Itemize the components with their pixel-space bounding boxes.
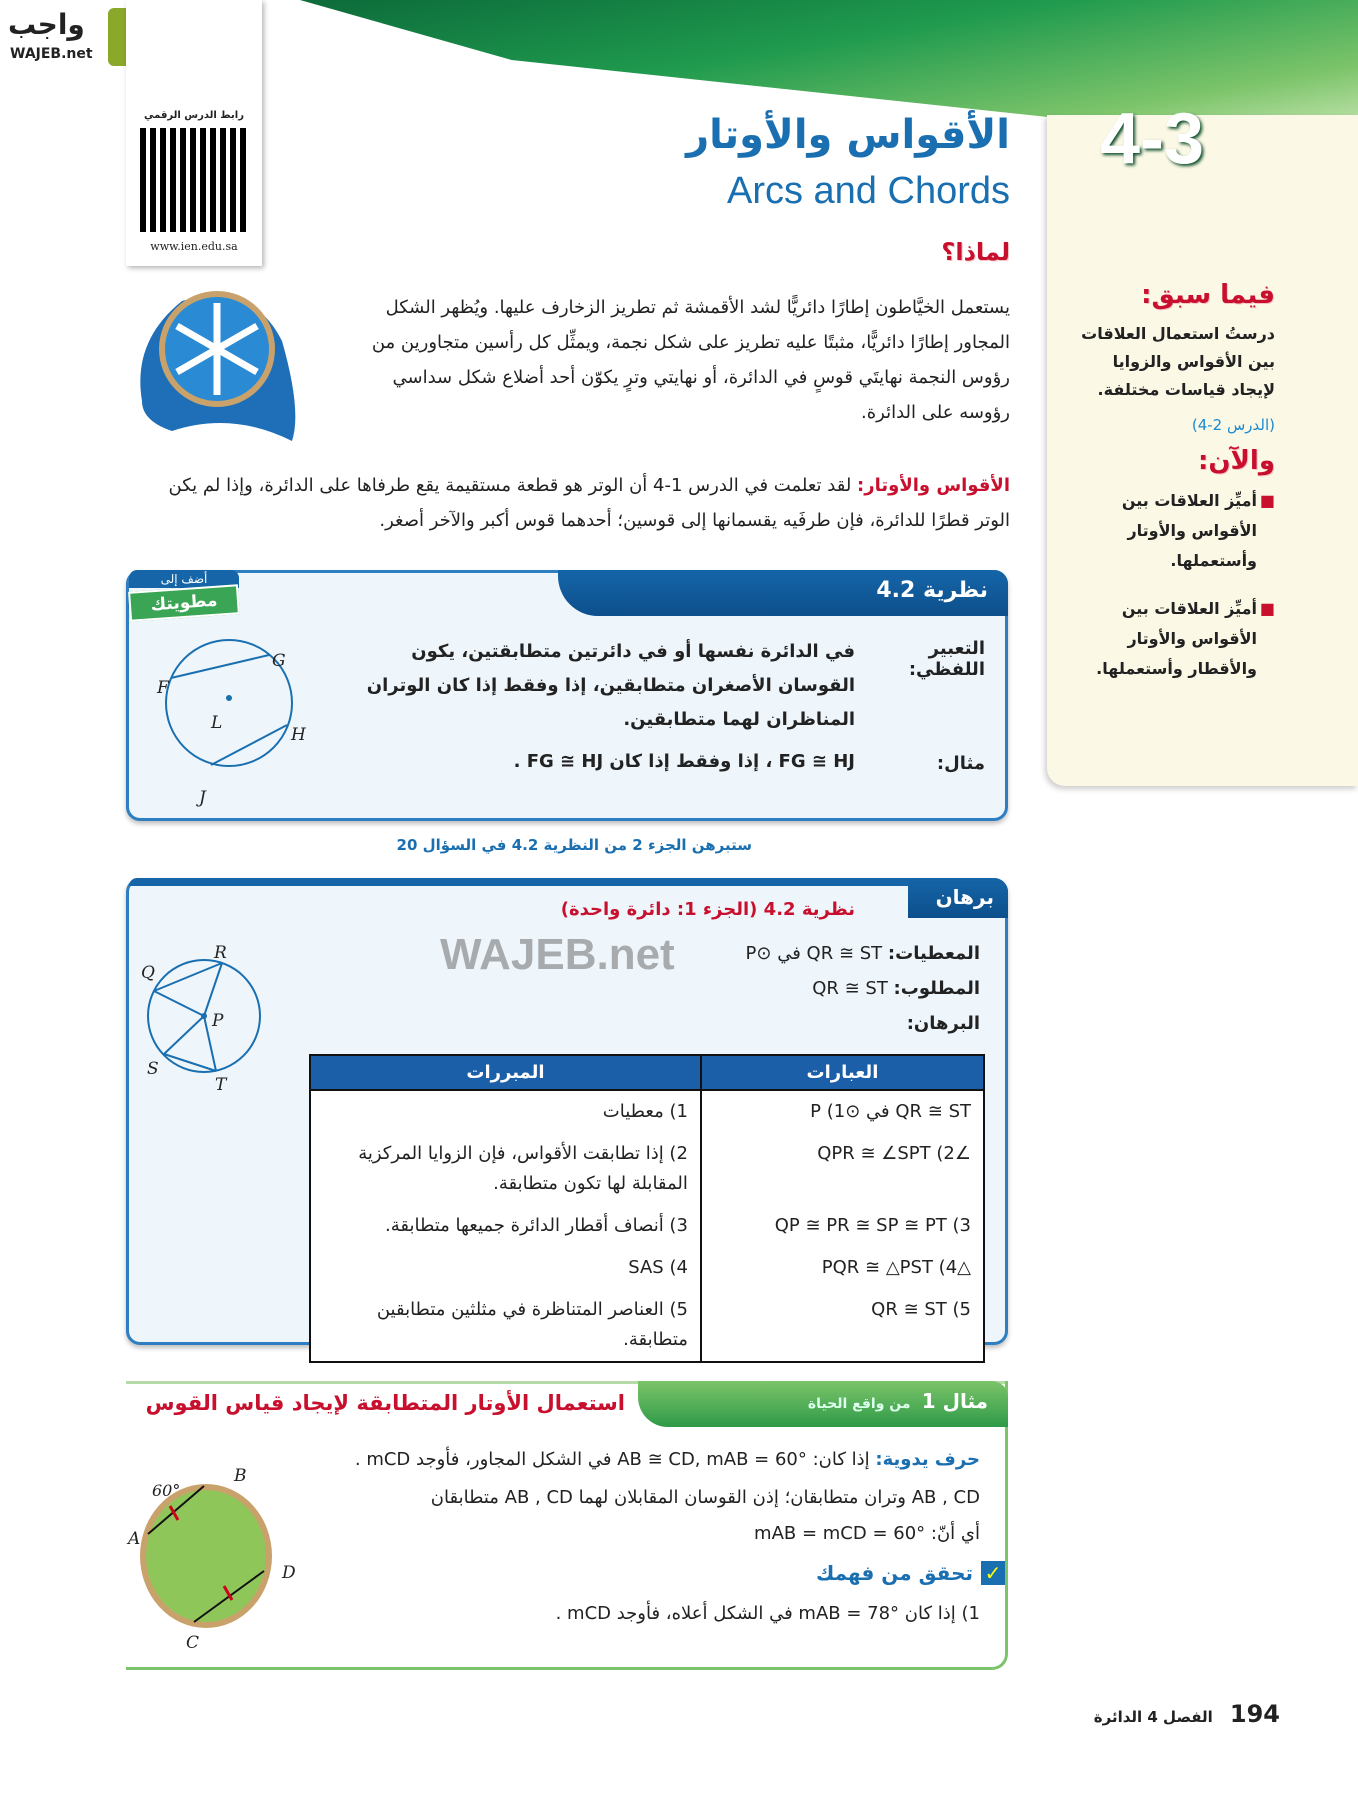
chapter-label: الفصل 4 الدائرة [1093, 1708, 1213, 1726]
given-line [380, 943, 980, 964]
point-label: S [147, 1059, 159, 1079]
foldable-label: مطويتك [128, 584, 240, 622]
now-item-text: أميِّز العلاقات بين الأقواس والأوتار وأستعملها. [1121, 491, 1257, 570]
point-label: R [214, 943, 227, 963]
reason: 1) معطيات [310, 1090, 701, 1133]
qr-label: رابط الدرس الرقمي [144, 110, 244, 121]
theorem-example: FG ≅ HJ ، إذا وفقط إذا كان FG ≅ HJ . [513, 751, 855, 772]
verbal-text: في الدائرة نفسها أو في دائرتين متطابقتين، يكون القوسان الأصغران متطابقين، إذا وفقط إذا كان الوتران المناظران لهما متطابقين. [366, 641, 855, 730]
check-label: تحقق من فهمك [816, 1561, 973, 1585]
statement: △PQR ≅ △PST (4 [701, 1247, 984, 1289]
bullet-icon: ■ [1259, 491, 1275, 510]
before-ref: (الدرس 2-4) [1191, 416, 1275, 434]
example-answer-1: AB , CD وتران متطابقان؛ إذن القوسان المقابلان لهما AB , CD متطابقان [430, 1487, 980, 1508]
theorem-caption: ستبرهن الجزء 2 من النظرية 4.2 في السؤال 20 [396, 836, 752, 854]
lesson-title-en: Arcs and Chords [726, 170, 1010, 212]
table-row [310, 1289, 984, 1361]
point-label: A [128, 1529, 141, 1549]
arcs-paragraph [149, 468, 1010, 538]
now-item [1075, 486, 1275, 576]
reason: 3) أنصاف أقطار الدائرة جميعها متطابقة. [310, 1205, 701, 1247]
angle-label: 60° [152, 1481, 181, 1500]
point-label: C [186, 1633, 200, 1653]
theorem-title: نظرية 4.2 [558, 570, 1008, 616]
point-label: L [211, 713, 223, 733]
col-reasons: المبررات [310, 1055, 701, 1090]
hoop-diagram [136, 1476, 276, 1636]
now-item [1075, 594, 1275, 684]
embroidery-image [132, 281, 304, 448]
checkmark-icon: ✓ [981, 1561, 1005, 1585]
statement: QR ≅ ST في ⊙P (1 [701, 1090, 984, 1133]
arcs-lead: الأقواس والأوتار: [857, 475, 1010, 496]
point-label: D [282, 1563, 296, 1583]
qr-card[interactable] [126, 0, 262, 266]
example-label: مثال: [936, 753, 985, 774]
sidebar-content [1075, 280, 1275, 684]
statement: QR ≅ ST (5 [701, 1289, 984, 1361]
proof-header-bar [129, 878, 910, 886]
prove-line [380, 978, 980, 999]
qr-code[interactable] [140, 128, 248, 232]
now-heading: والآن: [1197, 446, 1275, 476]
footer [1050, 1700, 1280, 1728]
point-label: F [157, 678, 169, 698]
prove-text: QR ≅ ST [812, 978, 888, 999]
arcs-text: لقد تعلمت في الدرس 1-4 أن الوتر هو قطعة مستقيمة يقع طرفاها على الدائرة، وإذا لم يكن الوتر قطرًا للدائرة، فإن طرفَيه يقسمانها إلى قوسين؛ أحدهما قوس أكبر والآخر أصغر. [168, 475, 1010, 531]
foldable-top: أضف إلى [129, 570, 239, 588]
watermark: WAJEB.net [440, 930, 675, 979]
example-q-text: إذا كان: AB ≅ CD, mAB = 60° في الشكل المجاور، فأوجد mCD . [354, 1449, 870, 1470]
reason: 4) SAS [310, 1247, 701, 1289]
reason: 2) إذا تطابقت الأقواس، فإن الزوايا المركزية المقابلة لها تكون متطابقة. [310, 1133, 701, 1205]
before-heading: فيما سبق: [1141, 280, 1275, 310]
example-tab [638, 1381, 1008, 1427]
prove-label: المطلوب: [893, 978, 980, 999]
exercise-1: 1) إذا كان mAB = 78° في الشكل أعلاه، فأوجد mCD . [555, 1603, 980, 1624]
point-label: P [212, 1011, 224, 1031]
page-number: 194 [1229, 1700, 1280, 1728]
table-row [310, 1090, 984, 1133]
logo-subtext: WAJEB.net [10, 46, 93, 62]
col-statements: العبارات [701, 1055, 984, 1090]
foldable-badge [129, 570, 239, 632]
proof-box [126, 878, 1008, 1350]
proof-tab: برهان [908, 878, 1008, 918]
proof-title: نظرية 4.2 (الجزء 1: دائرة واحدة) [560, 899, 855, 920]
proof-label: البرهان: [906, 1013, 980, 1034]
table-row [310, 1247, 984, 1289]
point-label: B [234, 1466, 247, 1486]
example-question [260, 1449, 980, 1470]
reason: 5) العناصر المتناظرة في مثلثين متطابقين متطابقة. [310, 1289, 701, 1361]
statement: ∠QPR ≅ ∠SPT (2 [701, 1133, 984, 1205]
lesson-number: 4-3 [1100, 99, 1205, 179]
qr-url[interactable]: www.ien.edu.sa [150, 240, 238, 253]
proof-table [309, 1054, 985, 1363]
point-label: J [199, 788, 206, 808]
why-paragraph: يستعمل الخيَّاطون إطارًا دائريًّا لشد الأقمشة ثم تطريز الزخارف عليها. ويُظهر الشكل المجاور إطارًا دائريًّا، مثبتًا عليه تطريز على شكل نجمة، ويمثِّل كل رأسين متجاورين من رؤوس النجمة نهايتَي قوسٍ في الدائرة، أو نهايتي وترٍ يكوّن أحد أضلاع شكل سداسي رؤوسه على الدائرة. [371, 297, 1010, 423]
point-label: H [291, 725, 306, 745]
statement: QP ≅ PR ≅ SP ≅ PT (3 [701, 1205, 984, 1247]
table-row [310, 1133, 984, 1205]
now-item-text: أميِّز العلاقات بين الأقواس والأوتار والأقطار وأستعملها. [1096, 599, 1257, 678]
given-text: QR ≅ ST في ⊙P [745, 943, 883, 964]
example-box [126, 1381, 1008, 1670]
bullet-icon: ■ [1259, 599, 1275, 618]
example-answer-2: أي أنّ: mAB = mCD = 60° [754, 1523, 980, 1544]
example-tab-sub: من واقع الحياة [807, 1396, 911, 1412]
given-label: المعطيات: [887, 943, 980, 964]
logo-text: واجب [8, 8, 85, 41]
theorem-box [126, 570, 1008, 821]
lesson-title-ar: الأقواس والأوتار [686, 112, 1010, 158]
verbal-label: التعبير اللفظي: [908, 638, 985, 680]
point-label: T [215, 1075, 227, 1095]
example-lead: حرف يدوية: [875, 1449, 980, 1470]
check-heading [785, 1561, 1005, 1585]
example-title: استعمال الأوتار المتطابقة لإيجاد قياس القوس [145, 1391, 625, 1415]
table-row [310, 1205, 984, 1247]
point-label: G [272, 651, 286, 671]
example-tab-label: مثال 1 [921, 1389, 988, 1413]
point-label: Q [141, 963, 155, 983]
why-heading: لماذا؟ [941, 238, 1010, 266]
before-text: درستُ استعمال العلاقات بين الأقواس والزوايا لإيجاد قياسات مختلفة. [1081, 324, 1275, 399]
